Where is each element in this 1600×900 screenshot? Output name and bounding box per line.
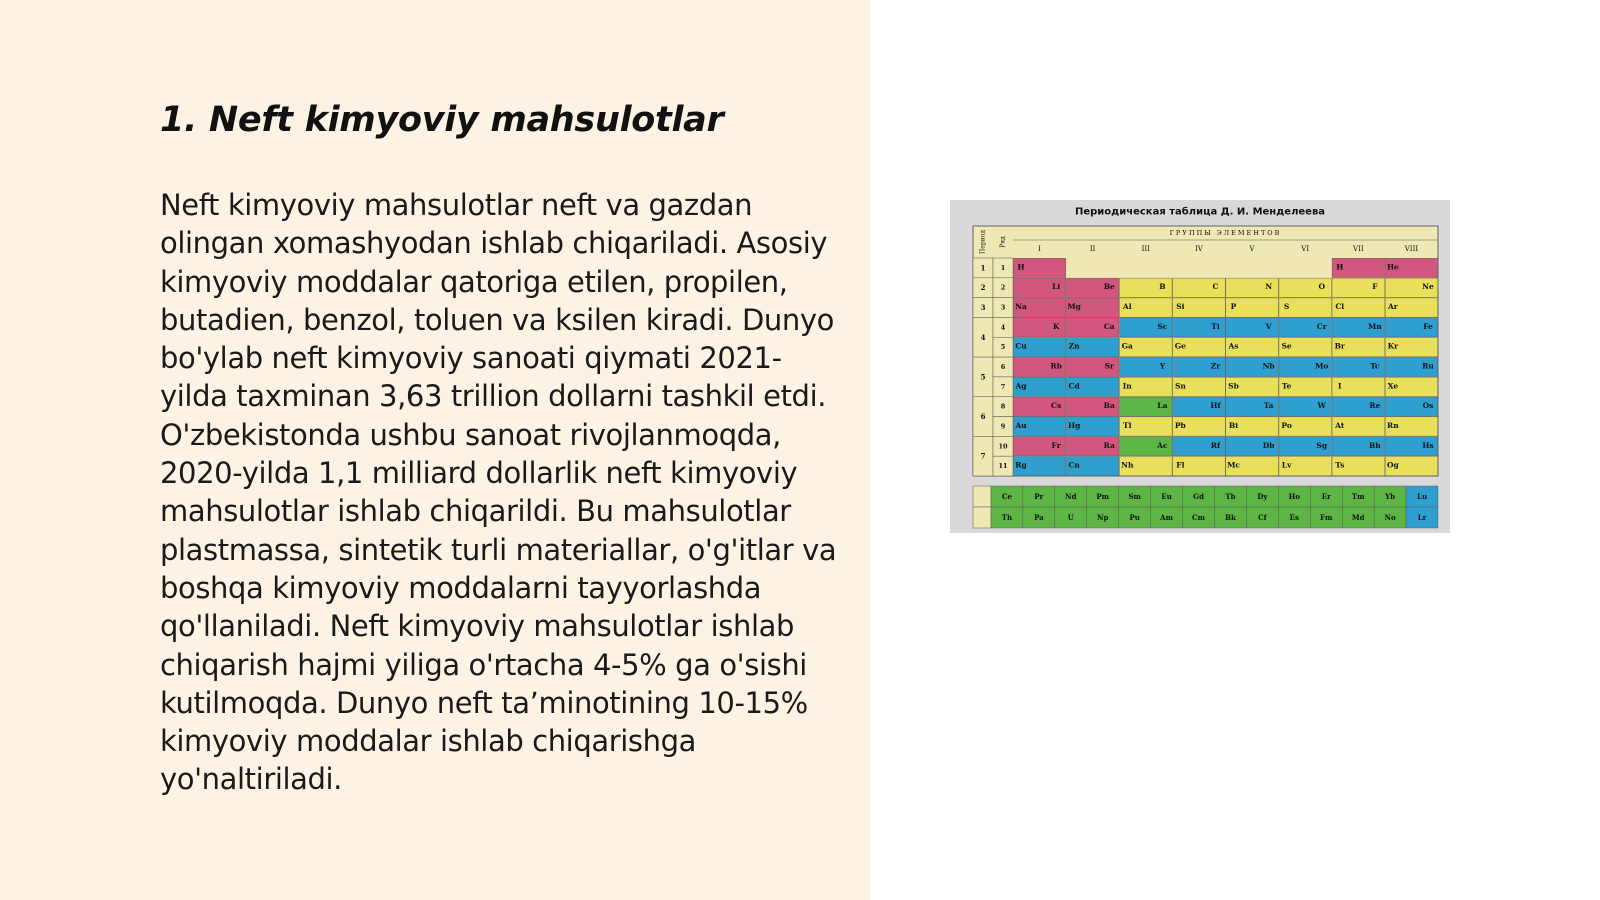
- periodic-table-caption: Периодическая таблица Д. И. Менделеева: [1074, 206, 1326, 218]
- row-label-6: 6: [1000, 363, 1006, 371]
- group-label-6: VI: [1301, 245, 1310, 253]
- actinide-label-cell: [973, 507, 991, 528]
- element-symbol-Ca: Ca: [1103, 321, 1115, 331]
- element-symbol-Sn: Sn: [1174, 381, 1186, 391]
- period-label-7: 7: [980, 451, 986, 461]
- row-label-8: 8: [1000, 402, 1006, 411]
- row-label-11: 11: [998, 462, 1008, 471]
- element-symbol-Hf: Hf: [1210, 401, 1221, 411]
- element-symbol-O: O: [1318, 282, 1326, 292]
- period-label-3: 3: [980, 303, 986, 313]
- element-symbol-Ts: Ts: [1335, 460, 1345, 470]
- element-symbol-Zn: Zn: [1068, 341, 1080, 351]
- element-symbol-Cr: Cr: [1316, 321, 1327, 331]
- element-symbol-Fr: Fr: [1051, 440, 1061, 450]
- row-label-2: 2: [1000, 283, 1006, 292]
- element-symbol-Sb: Sb: [1228, 381, 1239, 391]
- element-symbol-Ac: Ac: [1157, 440, 1168, 450]
- element-symbol-Y: Y: [1159, 361, 1166, 371]
- element-symbol-B: B: [1159, 282, 1166, 292]
- element-symbol-F: F: [1372, 282, 1378, 292]
- element-symbol-At: At: [1335, 420, 1345, 430]
- group-label-5: V: [1249, 245, 1255, 253]
- element-symbol-Ra: Ra: [1103, 440, 1115, 450]
- period-label-6: 6: [980, 412, 986, 422]
- element-symbol-Db: Db: [1262, 440, 1275, 450]
- element-symbol-Te: Te: [1281, 381, 1292, 391]
- element-symbol-Zr: Zr: [1210, 361, 1221, 371]
- f-element-symbol-Yb: Yb: [1385, 492, 1396, 501]
- f-element-symbol-Dy: Dy: [1257, 492, 1268, 501]
- groups-header-label: ГРУППЫ ЭЛЕМЕНТОВ: [1169, 229, 1282, 237]
- element-symbol-Xe: Xe: [1387, 381, 1399, 391]
- element-symbol-Kr: Kr: [1387, 341, 1399, 351]
- f-element-symbol-Np: Np: [1097, 513, 1109, 522]
- element-symbol-Tc: Tc: [1370, 361, 1380, 371]
- element-symbol-Se: Se: [1281, 341, 1292, 351]
- element-symbol-Sr: Sr: [1104, 361, 1114, 371]
- element-symbol-Be: Be: [1103, 282, 1115, 292]
- period-label-4: 4: [980, 332, 986, 342]
- element-symbol-S: S: [1283, 302, 1290, 312]
- row-label-10: 10: [998, 442, 1008, 451]
- f-element-symbol-Th: Th: [1001, 513, 1013, 522]
- element-symbol-V: V: [1265, 321, 1272, 331]
- f-element-symbol-Pr: Pr: [1034, 492, 1044, 501]
- element-symbol-Hs: Hs: [1422, 440, 1434, 450]
- f-element-symbol-Tb: Tb: [1225, 492, 1236, 501]
- element-symbol-Li: Li: [1052, 282, 1061, 292]
- lanthanide-label-cell: [973, 486, 991, 507]
- element-symbol-Rg: Rg: [1015, 460, 1027, 470]
- f-element-symbol-Ce: Ce: [1001, 492, 1012, 501]
- element-symbol-Fe: Fe: [1423, 321, 1433, 331]
- element-symbol-Bi: Bi: [1228, 420, 1239, 430]
- element-symbol-Cl: Cl: [1335, 302, 1345, 312]
- element-symbol-As: As: [1228, 341, 1239, 351]
- element-symbol-Os: Os: [1422, 401, 1434, 411]
- element-symbol-Si: Si: [1176, 302, 1185, 312]
- element-symbol-C: C: [1212, 282, 1219, 292]
- element-symbol-He: He: [1386, 262, 1399, 272]
- periodic-table-svg: [950, 200, 1450, 533]
- element-symbol-W: W: [1317, 401, 1326, 411]
- slide-body-text: Neft kimyoviy mahsulotlar neft va gazdan olingan xomashyodan ishlab chiqariladi. Asosiy kimyoviy moddalar qatoriga etilen, propilen, butadien, benzol, toluen va ksilen kiradi. Dunyo bo'ylab neft kimyoviy sanoati qiymati 2021-yilda taxminan 3,63 trillion dollarni tashkil etdi. O'zbekistonda ushbu sanoat rivojlanmoqda, 2020-yilda 1,1 milliard dollarlik neft kimyoviy mahsulotlar ishlab chiqarildi. Bu mahsulotlar plastmassa, sintetik turli materiallar, o'g'itlar va boshqa kimyoviy moddalarni tayyorlashda qo'llaniladi. Neft kimyoviy mahsulotlar ishlab chiqarish hajmi yiliga o'rtacha 4-5% ga o'sishi kutilmoqda. Dunyo neft ta’minotining 10-15% kimyoviy moddalar ishlab chiqarishga yo'naltiriladi.: [160, 188, 837, 797]
- f-element-symbol-Tm: Tm: [1351, 492, 1365, 501]
- element-symbol-Po: Po: [1281, 420, 1292, 430]
- element-symbol-In: In: [1122, 381, 1132, 391]
- group-label-2: II: [1089, 245, 1096, 253]
- f-element-symbol-Fm: Fm: [1320, 513, 1333, 522]
- f-element-symbol-Pu: Pu: [1129, 513, 1140, 522]
- element-symbol-Mc: Mc: [1227, 460, 1240, 470]
- f-element-symbol-Nd: Nd: [1065, 492, 1077, 501]
- element-symbol-Ru: Ru: [1422, 361, 1434, 371]
- element-symbol-Br: Br: [1334, 341, 1345, 351]
- element-symbol-I: I: [1337, 381, 1342, 391]
- element-symbol-Ti: Ti: [1211, 321, 1220, 331]
- element-symbol-Ag: Ag: [1015, 381, 1027, 391]
- row-label-1: 1: [1000, 263, 1006, 272]
- f-element-symbol-Gd: Gd: [1193, 492, 1204, 501]
- f-element-symbol-Er: Er: [1321, 492, 1331, 501]
- element-symbol-K: K: [1052, 321, 1060, 331]
- element-symbol-Hg: Hg: [1067, 420, 1081, 430]
- element-symbol-Ne: Ne: [1422, 282, 1434, 292]
- f-element-symbol-Cm: Cm: [1192, 513, 1206, 522]
- f-element-symbol-Lu: Lu: [1417, 492, 1428, 501]
- element-symbol-Mn: Mn: [1367, 321, 1382, 331]
- slide-title: 1. Neft kimyoviy mahsulotlar: [160, 100, 724, 140]
- group-label-8: VIII: [1404, 245, 1419, 253]
- element-symbol-Ar: Ar: [1387, 302, 1398, 312]
- f-element-symbol-Eu: Eu: [1161, 492, 1172, 501]
- element-symbol-Fl: Fl: [1176, 460, 1185, 470]
- element-symbol-Cd: Cd: [1068, 381, 1080, 391]
- element-symbol-Al: Al: [1122, 302, 1132, 312]
- element-symbol-Ta: Ta: [1263, 401, 1274, 411]
- f-element-symbol-Cf: Cf: [1258, 513, 1267, 522]
- row-column-header: Ряд: [999, 236, 1007, 248]
- f-element-symbol-Es: Es: [1289, 513, 1299, 522]
- element-symbol-Ge: Ge: [1174, 341, 1186, 351]
- row-label-4: 4: [1000, 323, 1006, 332]
- group-label-4: IV: [1195, 245, 1203, 253]
- element-symbol-Ga: Ga: [1121, 341, 1133, 351]
- element-symbol-Cs: Cs: [1051, 401, 1062, 411]
- f-element-symbol-Pm: Pm: [1096, 492, 1110, 501]
- element-symbol-Rf: Rf: [1210, 440, 1221, 450]
- element-symbol-La: La: [1157, 401, 1168, 411]
- row-label-3: 3: [1000, 303, 1006, 312]
- element-symbol-Sg: Sg: [1316, 440, 1328, 450]
- f-element-symbol-Bk: Bk: [1225, 513, 1236, 522]
- period-label-1: 1: [980, 263, 986, 273]
- element-symbol-Cn: Cn: [1068, 460, 1080, 470]
- f-element-symbol-Md: Md: [1351, 513, 1365, 522]
- row-label-7: 7: [1000, 382, 1006, 391]
- element-symbol-Rb: Rb: [1050, 361, 1062, 371]
- element-symbol-Cu: Cu: [1015, 341, 1027, 351]
- f-element-symbol-Pa: Pa: [1034, 513, 1044, 522]
- element-symbol-Mo: Mo: [1315, 361, 1329, 371]
- element-symbol-H: H: [1017, 262, 1025, 272]
- period-label-5: 5: [980, 372, 986, 382]
- period-column-header: Период: [979, 230, 987, 254]
- f-element-symbol-Am: Am: [1160, 513, 1174, 522]
- row-label-9: 9: [1000, 422, 1006, 431]
- element-symbol-Mg: Mg: [1067, 302, 1081, 312]
- f-element-symbol-Ho: Ho: [1288, 492, 1300, 501]
- element-symbol-Sc: Sc: [1157, 321, 1168, 331]
- row-label-5: 5: [1000, 343, 1006, 352]
- element-symbol-Rn: Rn: [1387, 420, 1399, 430]
- f-element-symbol-No: No: [1384, 513, 1396, 522]
- periodic-table-image: [950, 200, 1450, 533]
- element-symbol-N: N: [1265, 282, 1273, 292]
- f-element-symbol-Sm: Sm: [1128, 492, 1141, 501]
- f-element-symbol-Lr: Lr: [1417, 513, 1427, 522]
- period-label-2: 2: [980, 283, 986, 293]
- element-symbol-Nb: Nb: [1262, 361, 1275, 371]
- element-symbol-P: P: [1230, 302, 1237, 312]
- element-symbol-Bh: Bh: [1368, 440, 1381, 450]
- group-label-1: I: [1038, 245, 1041, 253]
- element-symbol-Lv: Lv: [1281, 460, 1292, 470]
- group-label-3: III: [1141, 245, 1150, 253]
- f-element-symbol-U: U: [1067, 513, 1074, 522]
- element-symbol-Pb: Pb: [1174, 420, 1186, 430]
- element-symbol-Og: Og: [1386, 460, 1399, 470]
- element-symbol-Nh: Nh: [1121, 460, 1134, 470]
- element-symbol-Na: Na: [1015, 302, 1027, 312]
- group-label-7: VII: [1353, 245, 1364, 253]
- element-symbol-Re: Re: [1369, 401, 1381, 411]
- element-symbol-H: H: [1336, 262, 1344, 272]
- element-symbol-Tl: Tl: [1123, 420, 1132, 430]
- element-symbol-Ba: Ba: [1103, 401, 1115, 411]
- element-symbol-Au: Au: [1015, 420, 1027, 430]
